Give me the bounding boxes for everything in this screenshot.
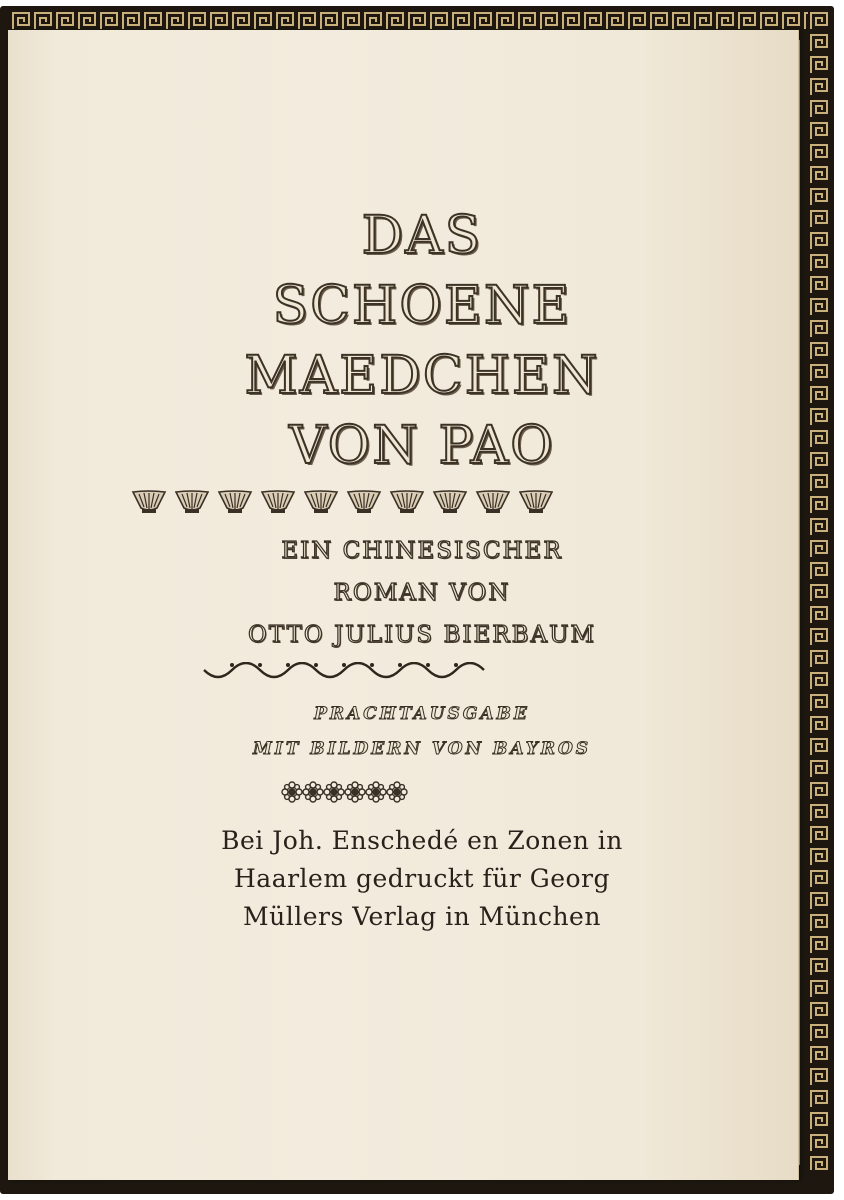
title-line-4: VON PAO [289, 416, 555, 476]
subtitle-line-2: ROMAN VON [333, 580, 511, 606]
subtitle-line-1: EIN CHINESISCHER [281, 538, 563, 564]
edition-line-1: PRACHTAUSGABE [314, 704, 530, 724]
imprint-line-3: Müllers Verlag in München [243, 902, 601, 931]
rosette-ornament [281, 779, 411, 805]
edition-line-2: MIT BILDERN VON BAYROS [252, 739, 592, 759]
title-line-2: SCHOENE [272, 276, 572, 336]
palmette-fan-ornament [131, 490, 561, 516]
title-line-3: MAEDCHEN [244, 346, 600, 406]
imprint-line-1: Bei Joh. Enschedé en Zonen in [221, 826, 623, 855]
imprint-line-2: Haarlem gedruckt für Georg [233, 864, 611, 893]
author-line: OTTO JULIUS BIERBAUM [247, 622, 597, 648]
title-line-1: DAS [361, 206, 483, 266]
wave-vine-ornament [200, 662, 492, 684]
